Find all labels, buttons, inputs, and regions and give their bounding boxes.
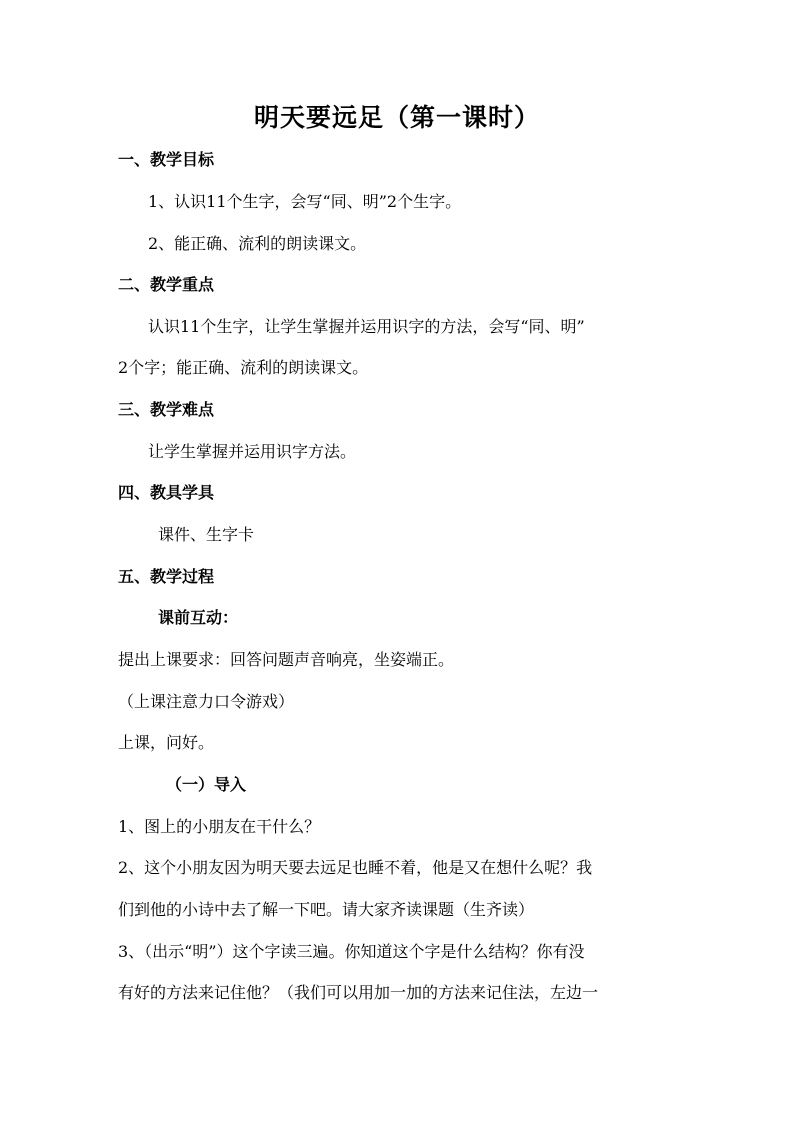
- pre-class-line: 上课，问好。: [118, 733, 215, 752]
- goal-item: 1、认识11个生字，会写“同、明”2个生字。: [148, 192, 462, 211]
- section-heading-process: 五、教学过程: [118, 567, 215, 586]
- tools-text: 课件、生字卡: [158, 525, 255, 544]
- section-heading-key-points: 二、教学重点: [118, 275, 215, 294]
- key-points-text: 2个字；能正确、流利的朗读课文。: [118, 358, 369, 377]
- section-heading-goals: 一、教学目标: [118, 150, 215, 169]
- pre-class-line: （上课注意力口令游戏）: [118, 692, 295, 711]
- intro-line: 2、这个小朋友因为明天要去远足也睡不着，他是又在想什么呢？我: [118, 858, 593, 877]
- goal-item: 2、能正确、流利的朗读课文。: [148, 234, 367, 253]
- intro-line: 1、图上的小朋友在干什么？: [118, 817, 321, 836]
- intro-line: 们到他的小诗中去了解一下吧。请大家齐读课题（生齐读）: [118, 900, 535, 919]
- key-points-text: 认识11个生字，让学生掌握并运用识字的方法，会写“同、明”: [148, 317, 585, 336]
- difficulties-text: 让学生掌握并运用识字方法。: [148, 442, 357, 461]
- section-heading-difficulties: 三、教学难点: [118, 400, 215, 419]
- document-title: 明天要远足（第一课时）: [253, 103, 540, 132]
- pre-class-label: 课前互动：: [158, 608, 239, 627]
- intro-line: 3、（出示“明”）这个字读三遍。你知道这个字是什么结构？你有没: [118, 942, 585, 961]
- section-heading-tools: 四、教具学具: [118, 483, 215, 502]
- intro-line: 有好的方法来记住他？（我们可以用加一加的方法来记住法，左边一: [118, 983, 599, 1002]
- pre-class-line: 提出上课要求：回答问题声音响亮，坐姿端正。: [118, 650, 455, 669]
- intro-label: （一）导入: [166, 775, 247, 794]
